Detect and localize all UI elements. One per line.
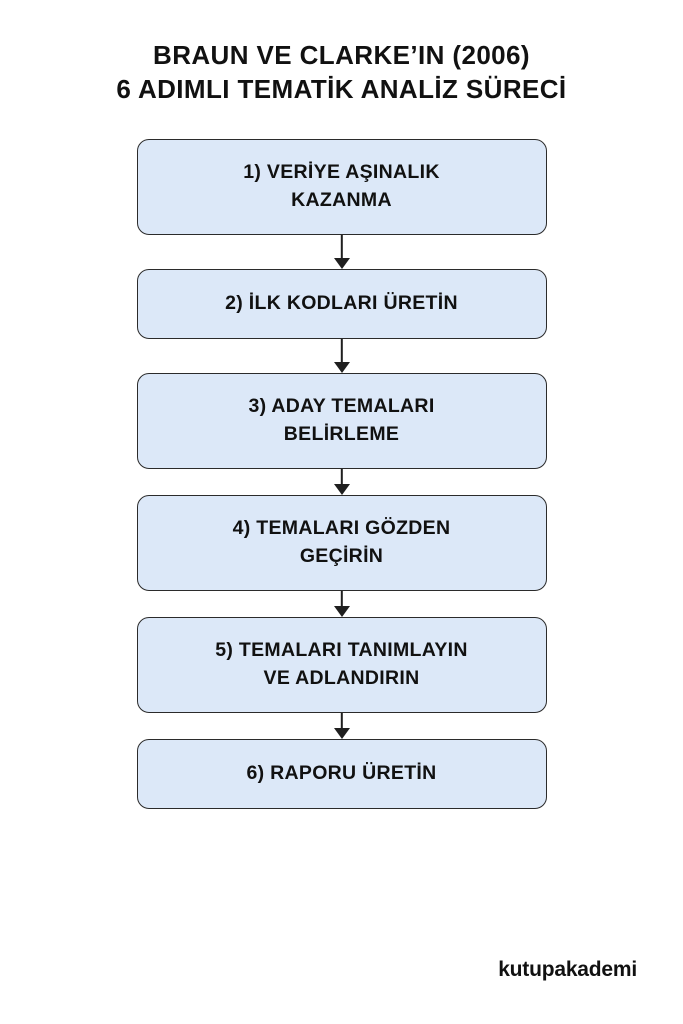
flow-node-step-3 [137,373,547,469]
arrow-shaft [340,469,342,485]
flow-node-step-2-line-1: 2) İLK KODLARI ÜRETİN [225,291,458,314]
flow-node-step-3-line-2: BELİRLEME [283,422,400,445]
arrow-down-icon-4 [331,591,353,617]
arrow-down-icon-2 [331,339,353,373]
arrow-down-icon-3 [331,469,353,495]
flow-node-step-1-line-2: KAZANMA [291,188,392,211]
arrow-head [334,728,350,739]
arrow-head [334,258,350,269]
arrow-shaft [340,339,342,364]
brand-logo: kutupakademi [498,958,637,981]
flow-node-step-4-line-2: GEÇİRİN [299,544,384,567]
flow-node-step-1-line-1: 1) VERİYE AŞINALIK [243,160,440,183]
arrow-down-icon-5 [331,713,353,739]
flow-node-step-5-line-2: VE ADLANDIRIN [263,666,420,689]
page-title-line-2: 6 ADIMLI TEMATİK ANALİZ SÜRECİ [116,74,567,105]
flow-node-step-2 [137,269,547,339]
flowchart [137,139,547,809]
arrow-shaft [340,591,342,607]
arrow-down-icon-1 [331,235,353,269]
arrow-shaft [340,713,342,729]
flow-node-step-5 [137,617,547,713]
flow-node-step-6-line-1: 6) RAPORU ÜRETİN [246,761,437,784]
flow-node-step-3-line-1: 3) ADAY TEMALARI [248,394,435,417]
flow-node-step-4 [137,495,547,591]
arrow-head [334,484,350,495]
arrow-head [334,362,350,373]
flow-node-step-5-line-1: 5) TEMALARI TANIMLAYIN [215,638,468,661]
arrow-shaft [340,235,342,260]
page-title [42,38,642,107]
flow-node-step-6 [137,739,547,809]
flow-node-step-4-line-1: 4) TEMALARI GÖZDEN [232,516,451,539]
flow-node-step-1 [137,139,547,235]
page-title-line-1: BRAUN VE CLARKE’IN (2006) [153,40,530,70]
arrow-head [334,606,350,617]
